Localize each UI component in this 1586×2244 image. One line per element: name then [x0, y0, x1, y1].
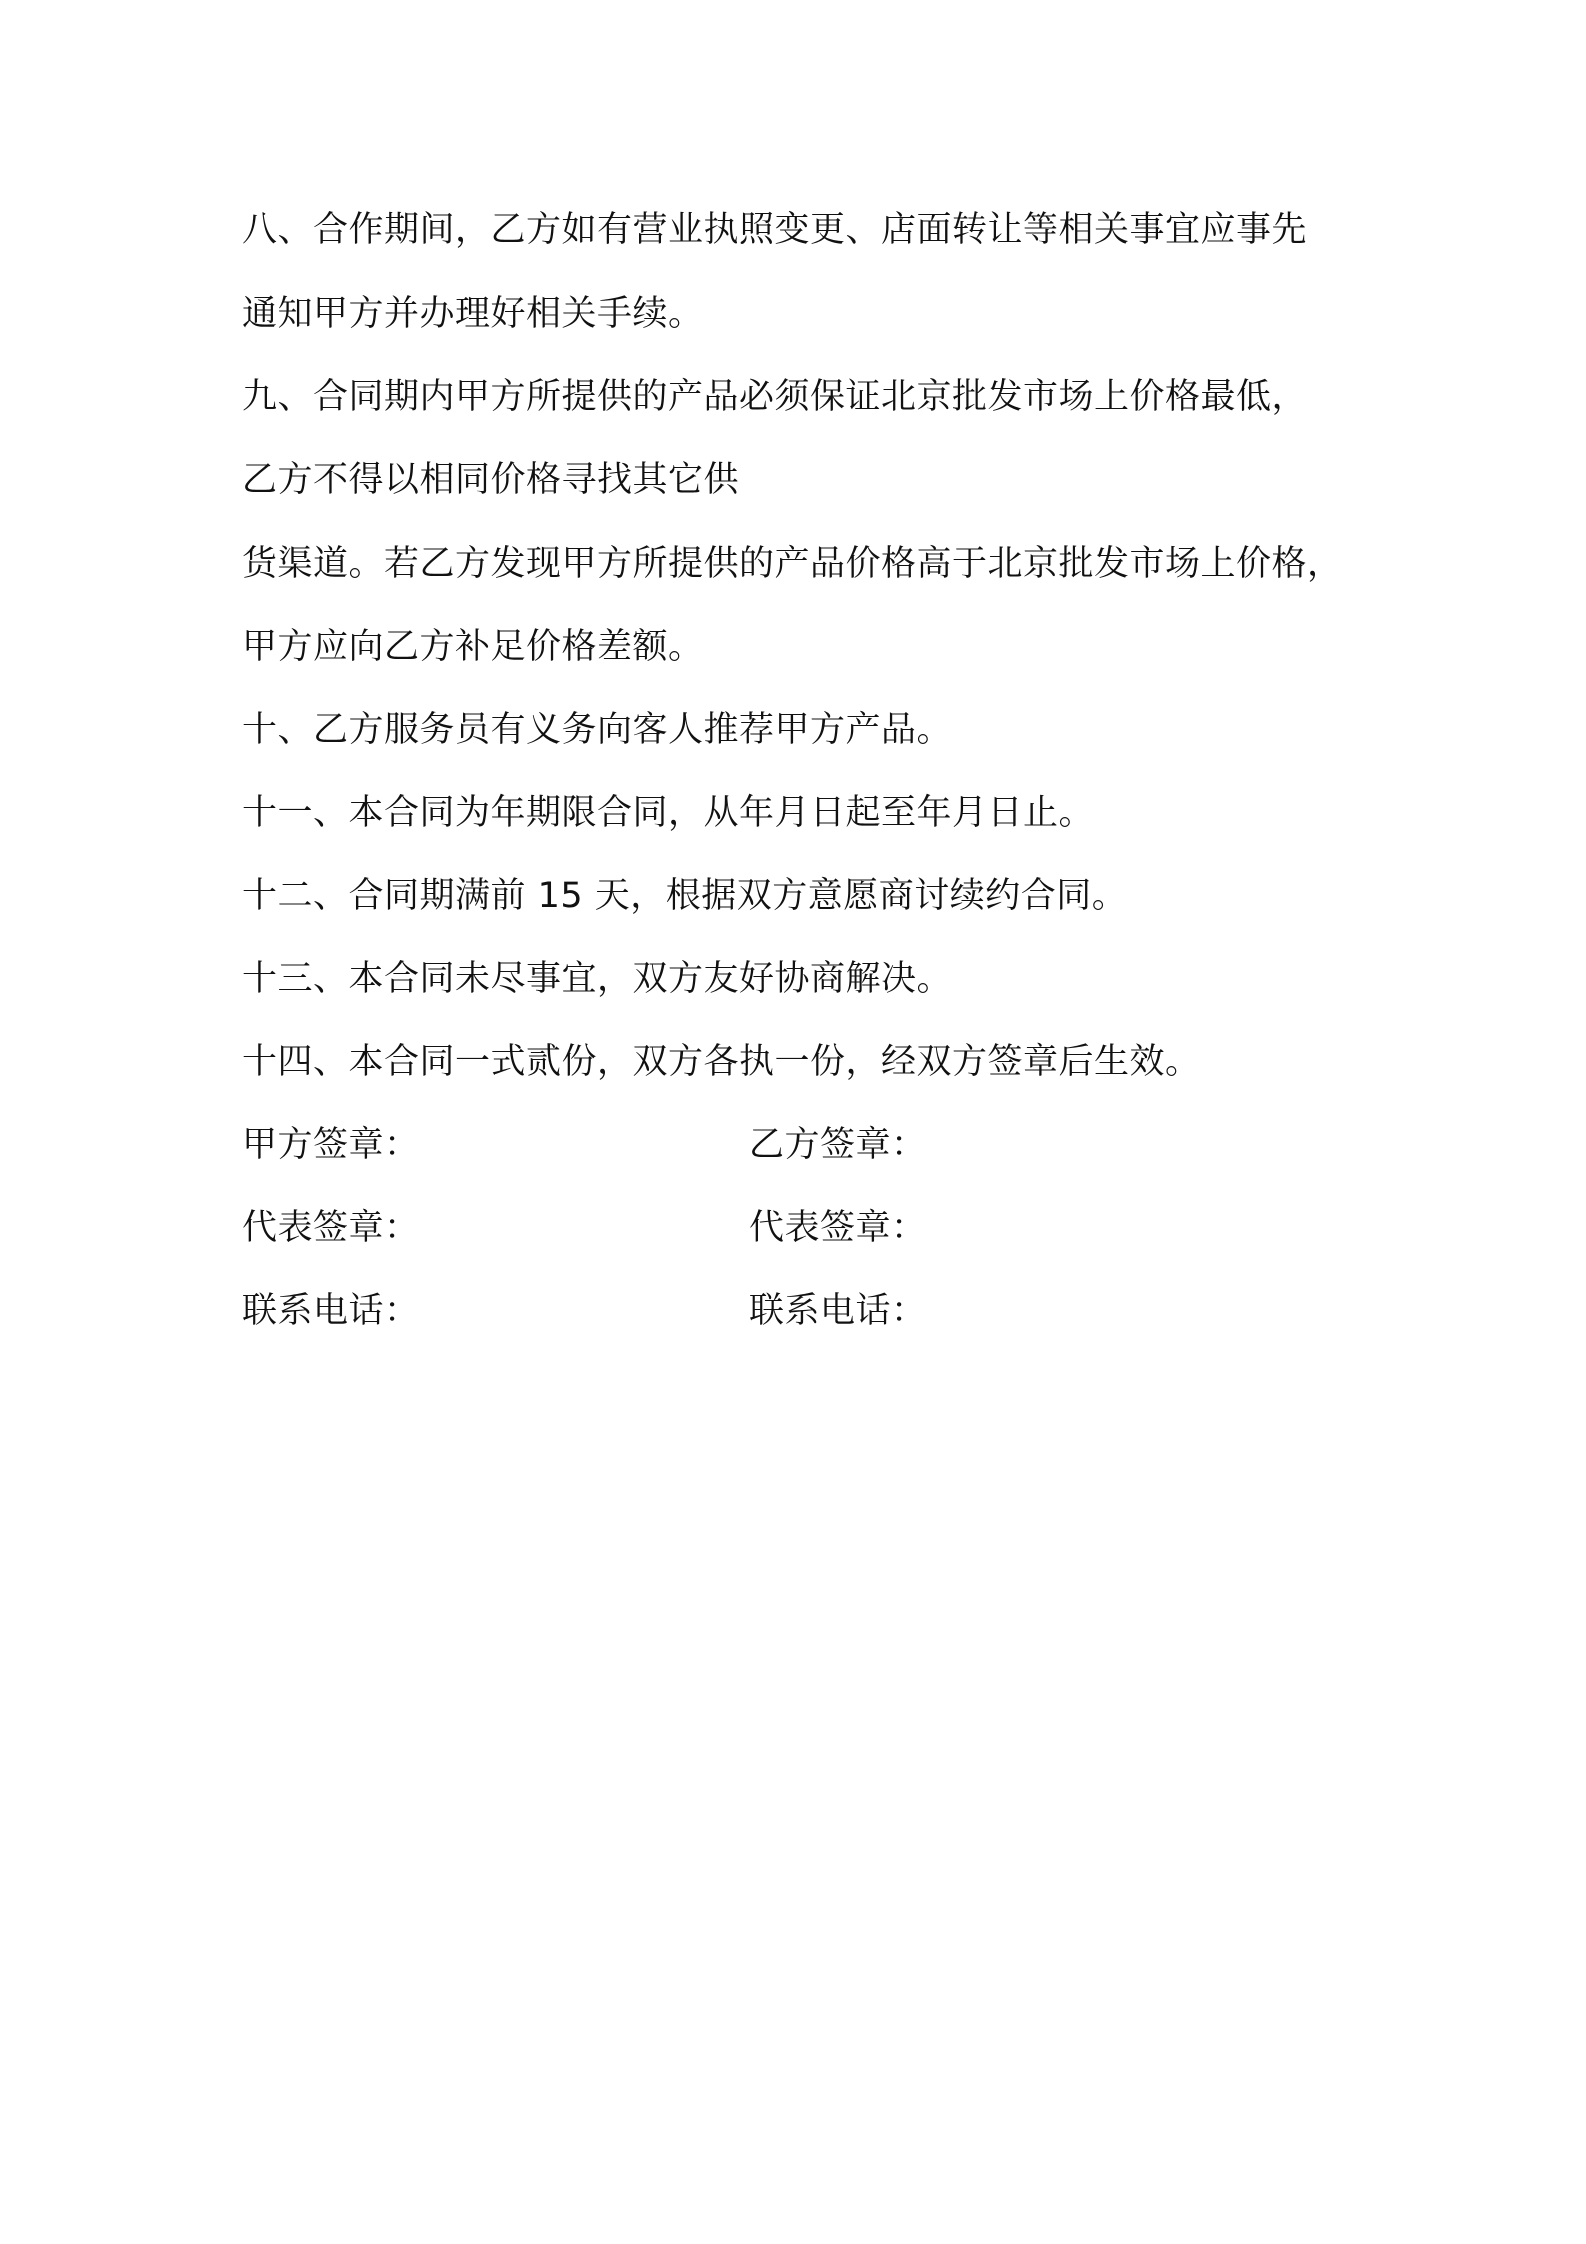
- clause-8-line-1: 八、合作期间，乙方如有营业执照变更、店面转让等相关事宜应事先: [242, 210, 1308, 250]
- clause-14: 十四、本合同一式贰份，双方各执一份，经双方签章后生效。: [242, 1042, 1201, 1082]
- party-a-rep-label: 代表签章：: [242, 1208, 420, 1248]
- clause-12: 十二、合同期满前 15 天，根据双方意愿商讨续约合同。: [242, 876, 1128, 916]
- party-b-rep-label: 代表签章：: [749, 1208, 927, 1248]
- clause-9-line-3: 货渠道。若乙方发现甲方所提供的产品价格高于北京批发市场上价格，: [242, 544, 1343, 584]
- party-b-seal-label: 乙方签章：: [749, 1125, 927, 1165]
- party-a-seal-label: 甲方签章：: [242, 1125, 420, 1165]
- clause-9-line-4: 甲方应向乙方补足价格差额。: [242, 627, 704, 667]
- party-a-phone-label: 联系电话：: [242, 1291, 420, 1331]
- clause-10: 十、乙方服务员有义务向客人推荐甲方产品。: [242, 710, 953, 750]
- clause-13: 十三、本合同未尽事宜，双方友好协商解决。: [242, 959, 953, 999]
- clause-11: 十一、本合同为年期限合同，从年月日起至年月日止。: [242, 793, 1095, 833]
- clause-9-line-2: 乙方不得以相同价格寻找其它供: [242, 460, 740, 500]
- clause-8-line-2: 通知甲方并办理好相关手续。: [242, 294, 704, 334]
- party-b-phone-label: 联系电话：: [749, 1291, 927, 1331]
- clause-9-line-1: 九、合同期内甲方所提供的产品必须保证北京批发市场上价格最低，: [242, 377, 1308, 417]
